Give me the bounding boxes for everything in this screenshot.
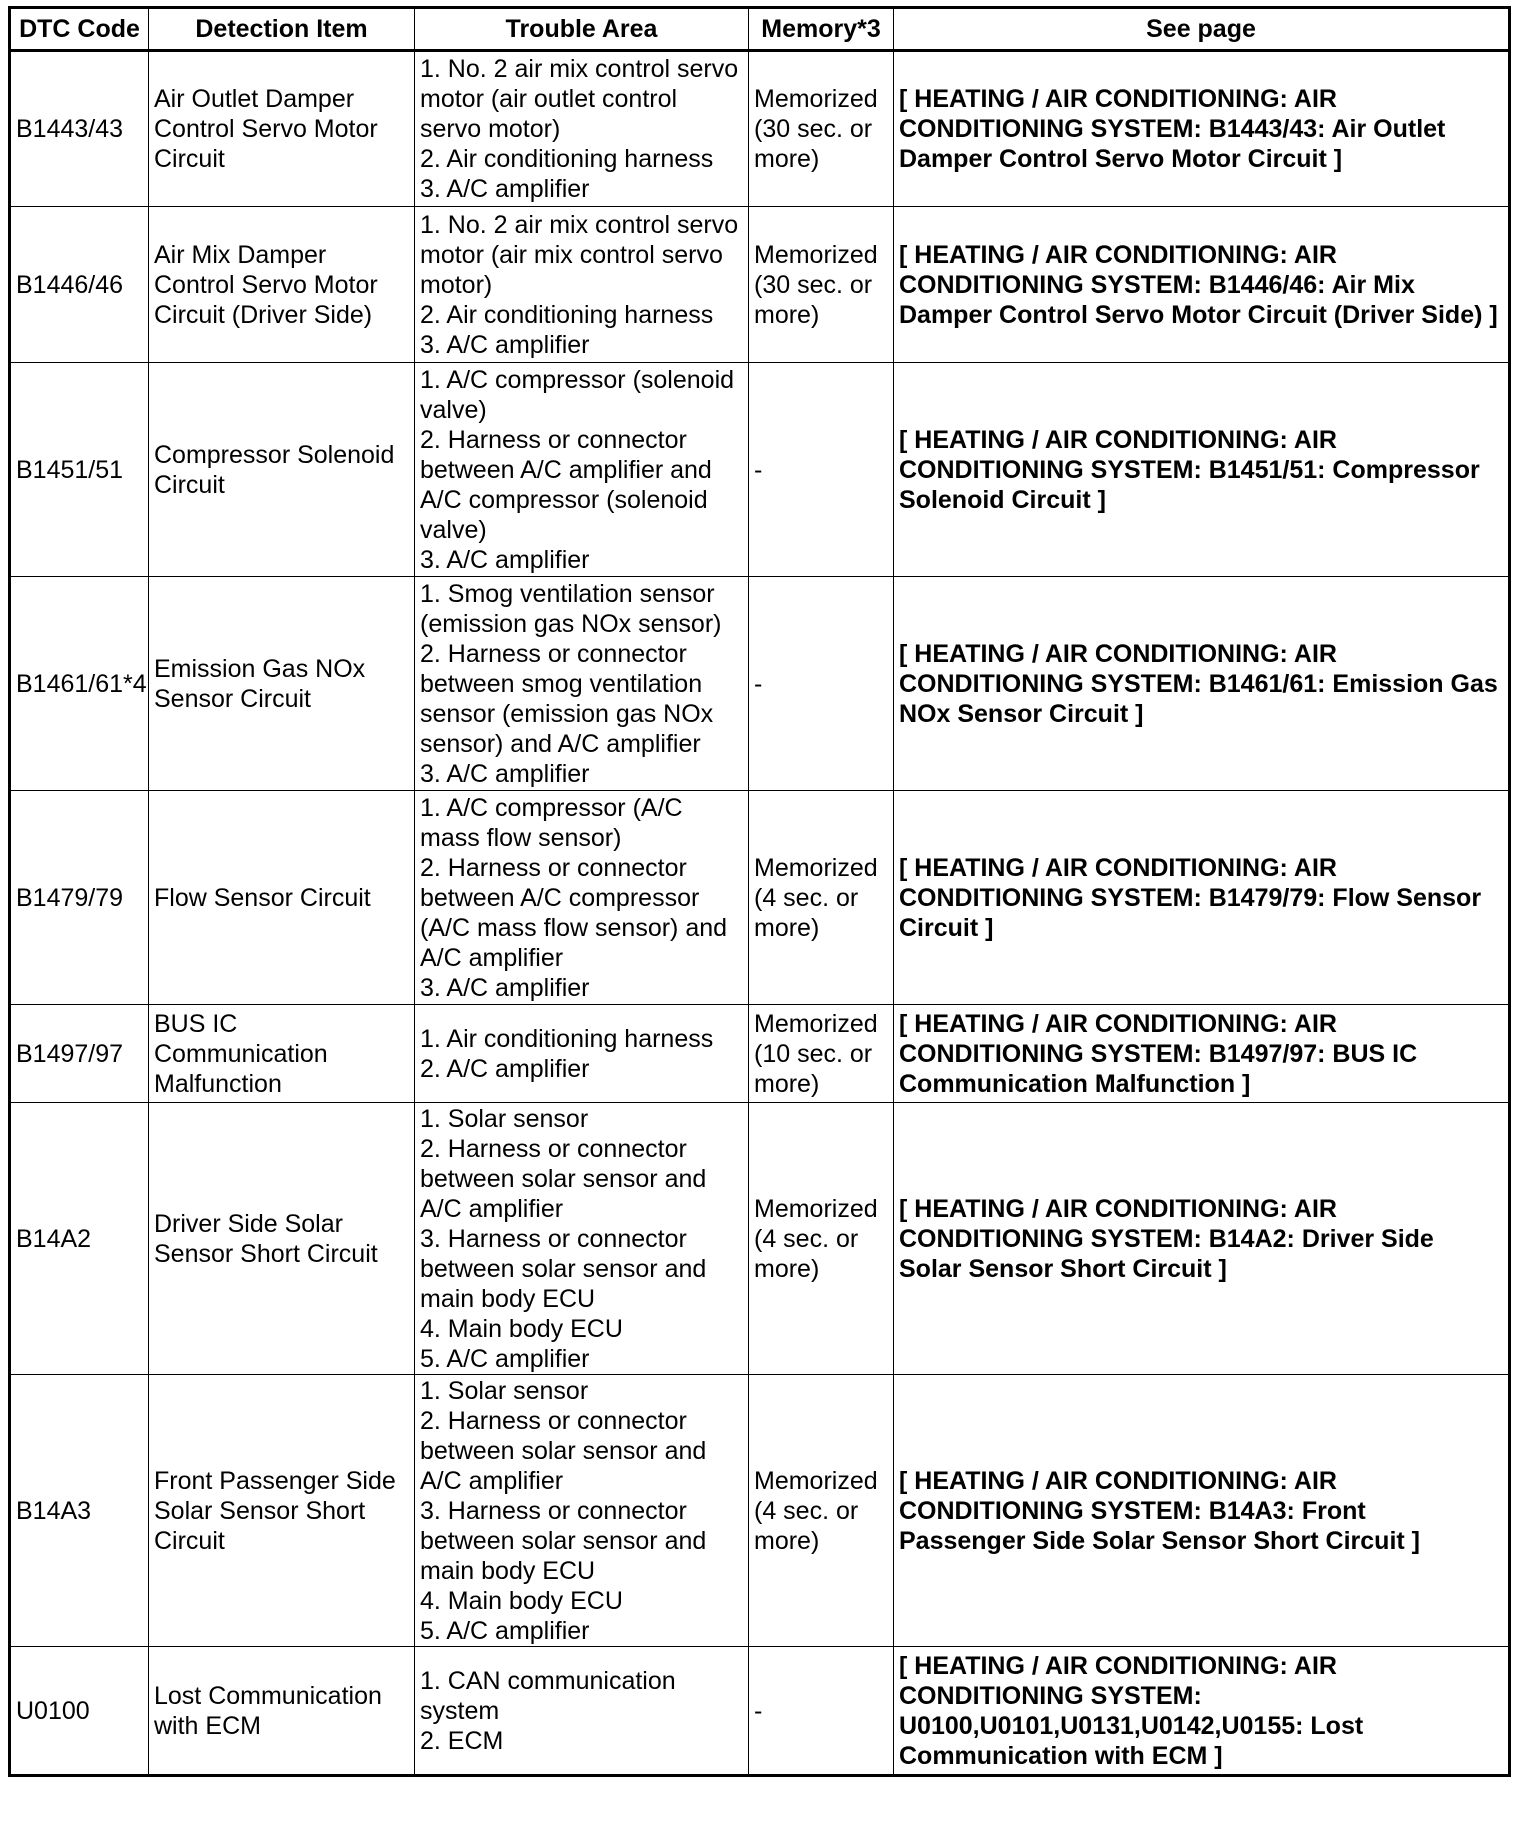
trouble-area-cell — [415, 207, 749, 363]
detection-item-line: Communication — [154, 1039, 328, 1068]
memory-cell — [749, 1103, 894, 1375]
table-row — [10, 791, 1510, 1005]
table-row — [10, 1103, 1510, 1375]
detection-item-line: Flow Sensor Circuit — [154, 883, 371, 912]
detection-item-cell — [149, 791, 415, 1005]
trouble-area-line: 1. CAN communication — [420, 1666, 676, 1695]
see-page-line: Passenger Side Solar Sensor Short Circuit ] — [899, 1526, 1420, 1555]
detection-item-cell — [149, 577, 415, 791]
trouble-area-line: 5. A/C amplifier — [420, 1344, 590, 1373]
memory-line: - — [754, 1696, 763, 1725]
see-page-cell[interactable] — [894, 1005, 1510, 1103]
trouble-area-line: 1. A/C compressor (A/C — [420, 793, 683, 822]
memory-cell — [749, 1005, 894, 1103]
see-page-line: CONDITIONING SYSTEM: B1497/97: BUS IC — [899, 1039, 1418, 1068]
trouble-area-line: A/C amplifier — [420, 1466, 564, 1495]
see-page-line: [ HEATING / AIR CONDITIONING: AIR — [899, 1466, 1337, 1495]
memory-line: (10 sec. or — [754, 1039, 873, 1068]
trouble-area-line: system — [420, 1696, 500, 1725]
see-page-line: CONDITIONING SYSTEM: B14A3: Front — [899, 1496, 1366, 1525]
trouble-area-line: mass flow sensor) — [420, 823, 622, 852]
trouble-area-line: valve) — [420, 515, 487, 544]
trouble-area-line: main body ECU — [420, 1556, 596, 1585]
see-page-line: [ HEATING / AIR CONDITIONING: AIR — [899, 1194, 1337, 1223]
trouble-area-line: 3. A/C amplifier — [420, 330, 590, 359]
header-detection-item: Detection Item — [149, 8, 415, 51]
memory-line: - — [754, 455, 763, 484]
detection-item-line: Circuit — [154, 470, 225, 499]
detection-item-line: Solar Sensor Short — [154, 1496, 366, 1525]
trouble-area-line: (A/C mass flow sensor) and — [420, 913, 728, 942]
see-page-line: CONDITIONING SYSTEM: B1451/51: Compressor — [899, 455, 1480, 484]
see-page-cell[interactable] — [894, 207, 1510, 363]
header-dtc-code: DTC Code — [10, 8, 149, 51]
trouble-area-line: 3. A/C amplifier — [420, 545, 590, 574]
trouble-area-line: motor (air mix control servo — [420, 240, 723, 269]
table-row — [10, 1375, 1510, 1647]
trouble-area-line: 3. A/C amplifier — [420, 973, 590, 1002]
see-page-cell[interactable] — [894, 1375, 1510, 1647]
table-row — [10, 1647, 1510, 1776]
see-page-line: U0100,U0101,U0131,U0142,U0155: Lost — [899, 1711, 1364, 1740]
see-page-cell[interactable] — [894, 1103, 1510, 1375]
detection-item-cell — [149, 1103, 415, 1375]
trouble-area-line: 1. A/C compressor (solenoid — [420, 365, 735, 394]
see-page-line: Damper Control Servo Motor Circuit ] — [899, 145, 1343, 173]
header-see-page: See page — [894, 8, 1510, 51]
detection-item-line: Front Passenger Side — [154, 1466, 396, 1495]
memory-line: - — [754, 669, 763, 698]
see-page-line: CONDITIONING SYSTEM: — [899, 1681, 1202, 1710]
trouble-area-line: 3. A/C amplifier — [420, 175, 590, 203]
detection-item-line: with ECM — [154, 1711, 261, 1740]
memory-line: more) — [754, 1069, 820, 1098]
see-page-cell[interactable] — [894, 363, 1510, 577]
trouble-area-line: 1. Solar sensor — [420, 1104, 589, 1133]
see-page-line: Solenoid Circuit ] — [899, 485, 1106, 514]
trouble-area-line: 4. Main body ECU — [420, 1314, 623, 1343]
trouble-area-line: between A/C compressor — [420, 883, 700, 912]
detection-item-cell — [149, 363, 415, 577]
trouble-area-line: between solar sensor and — [420, 1526, 707, 1555]
memory-cell — [749, 1375, 894, 1647]
trouble-area-line: 3. A/C amplifier — [420, 759, 590, 788]
dtc-code-cell: B1451/51 — [10, 363, 149, 577]
see-page-line: [ HEATING / AIR CONDITIONING: AIR — [899, 639, 1337, 668]
trouble-area-line: 2. A/C amplifier — [420, 1054, 590, 1083]
trouble-area-line: 2. Harness or connector — [420, 1134, 687, 1163]
trouble-area-cell — [415, 791, 749, 1005]
trouble-area-line: motor) — [420, 270, 493, 299]
memory-cell — [749, 1647, 894, 1776]
trouble-area-line: 2. Harness or connector — [420, 853, 687, 882]
trouble-area-line: 1. Smog ventilation sensor — [420, 579, 715, 608]
detection-item-cell — [149, 1005, 415, 1103]
detection-item-line: Control Servo Motor — [154, 270, 378, 299]
table-row — [10, 207, 1510, 363]
see-page-line: Communication with ECM ] — [899, 1741, 1223, 1770]
see-page-line: [ HEATING / AIR CONDITIONING: AIR — [899, 1651, 1337, 1680]
trouble-area-line: 1. No. 2 air mix control servo — [420, 210, 739, 239]
dtc-code-cell: B1446/46 — [10, 207, 149, 363]
detection-item-line: Air Outlet Damper — [154, 85, 355, 113]
trouble-area-line: sensor (emission gas NOx — [420, 699, 714, 728]
see-page-line: CONDITIONING SYSTEM: B14A2: Driver Side — [899, 1224, 1434, 1253]
trouble-area-line: 2. ECM — [420, 1726, 504, 1755]
trouble-area-line: 2. Air conditioning harness — [420, 145, 714, 173]
memory-line: Memorized — [754, 1466, 878, 1495]
memory-line: more) — [754, 300, 820, 329]
dtc-code-cell: B1461/61*4 — [10, 577, 149, 791]
trouble-area-line: between solar sensor and — [420, 1436, 707, 1465]
dtc-code-cell: B14A3 — [10, 1375, 149, 1647]
trouble-area-line: 2. Harness or connector — [420, 1406, 687, 1435]
detection-item-line: Malfunction — [154, 1069, 282, 1098]
see-page-line: [ HEATING / AIR CONDITIONING: AIR — [899, 1009, 1337, 1038]
table-row — [10, 1005, 1510, 1103]
trouble-area-line: 4. Main body ECU — [420, 1586, 623, 1615]
trouble-area-cell — [415, 1103, 749, 1375]
memory-cell — [749, 577, 894, 791]
trouble-area-line: valve) — [420, 395, 487, 424]
memory-line: more) — [754, 1526, 820, 1555]
detection-item-cell — [149, 1647, 415, 1776]
detection-item-line: Compressor Solenoid — [154, 440, 395, 469]
see-page-line: CONDITIONING SYSTEM: B1443/43: Air Outlet — [899, 115, 1446, 143]
see-page-line: CONDITIONING SYSTEM: B1446/46: Air Mix — [899, 270, 1415, 299]
memory-cell — [749, 363, 894, 577]
see-page-line: NOx Sensor Circuit ] — [899, 699, 1144, 728]
trouble-area-line: motor (air outlet control — [420, 85, 678, 113]
trouble-area-line: A/C amplifier — [420, 943, 564, 972]
memory-line: more) — [754, 1254, 820, 1283]
memory-cell — [749, 207, 894, 363]
dtc-code-cell: B14A2 — [10, 1103, 149, 1375]
header-memory: Memory*3 — [749, 8, 894, 51]
see-page-line: [ HEATING / AIR CONDITIONING: AIR — [899, 85, 1337, 113]
detection-item-cell — [149, 207, 415, 363]
see-page-cell[interactable] — [894, 51, 1510, 207]
dtc-table-body — [10, 51, 1510, 1776]
table-row — [10, 51, 1510, 207]
trouble-area-line: 1. No. 2 air mix control servo — [420, 55, 739, 83]
memory-line: Memorized — [754, 853, 878, 882]
trouble-area-line: 2. Harness or connector — [420, 639, 687, 668]
trouble-area-line: 3. Harness or connector — [420, 1496, 687, 1525]
trouble-area-line: between smog ventilation — [420, 669, 703, 698]
trouble-area-cell — [415, 1005, 749, 1103]
trouble-area-line: 5. A/C amplifier — [420, 1616, 590, 1645]
trouble-area-line: between solar sensor and — [420, 1254, 707, 1283]
trouble-area-line: 1. Air conditioning harness — [420, 1024, 714, 1053]
trouble-area-line: between A/C amplifier and — [420, 455, 712, 484]
see-page-cell[interactable] — [894, 1647, 1510, 1776]
memory-line: (4 sec. or — [754, 883, 859, 912]
detection-item-line: BUS IC — [154, 1009, 238, 1038]
table-row — [10, 577, 1510, 791]
trouble-area-line: A/C amplifier — [420, 1194, 564, 1223]
trouble-area-line: 2. Harness or connector — [420, 425, 687, 454]
memory-line: more) — [754, 913, 820, 942]
trouble-area-line: sensor) and A/C amplifier — [420, 729, 701, 758]
see-page-line: Communication Malfunction ] — [899, 1069, 1251, 1098]
see-page-line: Solar Sensor Short Circuit ] — [899, 1254, 1227, 1283]
dtc-code-cell: B1443/43 — [10, 51, 149, 207]
trouble-area-cell — [415, 577, 749, 791]
detection-item-line: Air Mix Damper — [154, 240, 327, 269]
detection-item-line: Lost Communication — [154, 1681, 382, 1710]
memory-line: (30 sec. or — [754, 115, 873, 143]
trouble-area-cell — [415, 51, 749, 207]
memory-cell — [749, 791, 894, 1005]
see-page-line: CONDITIONING SYSTEM: B1461/61: Emission Gas — [899, 669, 1498, 698]
see-page-line: [ HEATING / AIR CONDITIONING: AIR — [899, 240, 1337, 269]
trouble-area-line: A/C compressor (solenoid — [420, 485, 708, 514]
detection-item-line: Sensor Short Circuit — [154, 1239, 378, 1268]
trouble-area-line: main body ECU — [420, 1284, 596, 1313]
memory-line: more) — [754, 145, 820, 173]
detection-item-line: Circuit (Driver Side) — [154, 300, 373, 329]
detection-item-cell — [149, 51, 415, 207]
detection-item-line: Circuit — [154, 1526, 225, 1555]
see-page-line: CONDITIONING SYSTEM: B1479/79: Flow Sensor — [899, 883, 1482, 912]
memory-line: Memorized — [754, 85, 878, 113]
header-trouble-area: Trouble Area — [415, 8, 749, 51]
see-page-line: Circuit ] — [899, 913, 994, 942]
trouble-area-line: 3. Harness or connector — [420, 1224, 687, 1253]
detection-item-line: Circuit — [154, 145, 225, 173]
trouble-area-cell — [415, 1375, 749, 1647]
detection-item-line: Emission Gas NOx — [154, 654, 366, 683]
trouble-area-line: 2. Air conditioning harness — [420, 300, 714, 329]
see-page-line: [ HEATING / AIR CONDITIONING: AIR — [899, 853, 1337, 882]
see-page-cell[interactable] — [894, 577, 1510, 791]
detection-item-cell — [149, 1375, 415, 1647]
dtc-code-cell: U0100 — [10, 1647, 149, 1776]
see-page-cell[interactable] — [894, 791, 1510, 1005]
memory-line: (30 sec. or — [754, 270, 873, 299]
memory-line: Memorized — [754, 1009, 878, 1038]
memory-line: Memorized — [754, 240, 878, 269]
detection-item-line: Control Servo Motor — [154, 115, 378, 143]
memory-line: (4 sec. or — [754, 1496, 859, 1525]
trouble-area-line: 1. Solar sensor — [420, 1376, 589, 1405]
header-row — [10, 8, 1510, 51]
dtc-code-cell: B1479/79 — [10, 791, 149, 1005]
dtc-table — [8, 6, 1511, 1777]
trouble-area-cell — [415, 363, 749, 577]
trouble-area-line: (emission gas NOx sensor) — [420, 609, 722, 638]
see-page-line: [ HEATING / AIR CONDITIONING: AIR — [899, 425, 1337, 454]
dtc-code-cell: B1497/97 — [10, 1005, 149, 1103]
table-row — [10, 363, 1510, 577]
trouble-area-cell — [415, 1647, 749, 1776]
detection-item-line: Driver Side Solar — [154, 1209, 343, 1238]
memory-line: (4 sec. or — [754, 1224, 859, 1253]
see-page-line: Damper Control Servo Motor Circuit (Driver Side) ] — [899, 300, 1498, 329]
memory-cell — [749, 51, 894, 207]
detection-item-line: Sensor Circuit — [154, 684, 311, 713]
trouble-area-line: servo motor) — [420, 115, 561, 143]
memory-line: Memorized — [754, 1194, 878, 1223]
trouble-area-line: between solar sensor and — [420, 1164, 707, 1193]
